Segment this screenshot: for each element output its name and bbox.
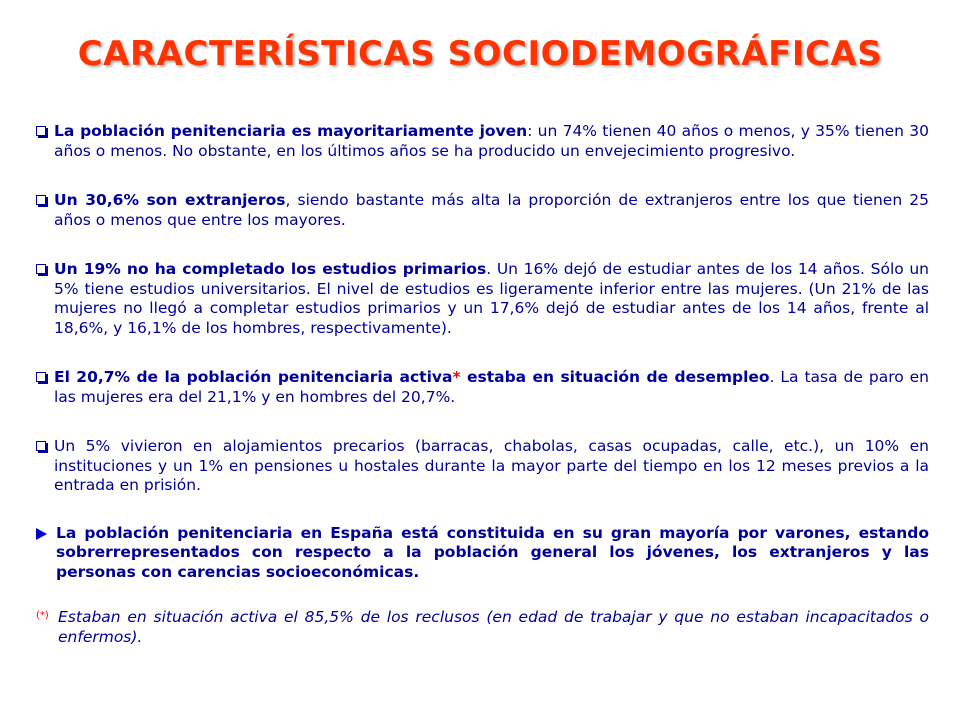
arrow-bullet-icon (36, 528, 47, 540)
conclusion (36, 524, 929, 583)
item-unemployment (36, 368, 929, 407)
item-age-bold: La población penitenciaria es mayoritariamente joven (54, 122, 528, 140)
item-age (36, 122, 929, 161)
item-housing (36, 437, 929, 496)
asterisk-mark: * (452, 368, 461, 386)
item-education-bold: Un 19% no ha completado los estudios primarios (54, 260, 487, 278)
checkbox-bullet-icon (36, 126, 46, 136)
checkbox-bullet-icon (36, 264, 46, 274)
conclusion-text: La población penitenciaria en España está constituida en su gran mayoría por varones, estando sobrerrepresentados con respecto a la población general los jóvenes, los extranjeros y las personas con carencias socioeconómicas. (56, 523, 929, 581)
footnote-text: Estaban en situación activa el 85,5% de los reclusos (en edad de trabajar y que no estaban incapacitados o enfermos). (58, 608, 929, 646)
item-foreigners-text: , siendo bastante más alta la proporción de extranjeros entre los que tienen 25 años o menos que entre los mayores. (54, 191, 929, 229)
item-education (36, 260, 929, 338)
checkbox-bullet-icon (36, 441, 46, 451)
footnote-mark: (*) (36, 610, 49, 621)
item-foreigners (36, 191, 929, 230)
checkbox-bullet-icon (36, 195, 46, 205)
title-part2: SOCIODEMOGRÁFICAS (447, 34, 883, 74)
checkbox-bullet-icon (36, 372, 46, 382)
item-unemployment-bold-b: estaba en situación de desempleo (460, 368, 770, 386)
item-unemployment-text: . La tasa de paro en las mujeres era del 21,1% y en hombres del 20,7%. (54, 368, 929, 406)
item-unemployment-bold-a: El 20,7% de la población penitenciaria activa (54, 368, 453, 386)
title-part1: CARACTERÍSTICAS (77, 34, 448, 74)
footnote (36, 608, 929, 647)
content-area (36, 122, 929, 647)
page-title (0, 34, 960, 74)
item-age-text: : un 74% tienen 40 años o menos, y 35% tienen 30 años o menos. No obstante, en los últimos años se ha producido un envejecimiento progresivo. (54, 122, 929, 160)
item-housing-text: Un 5% vivieron en alojamientos precarios (barracas, chabolas, casas ocupadas, calle, etc.), un 10% en instituciones y un 1% en pensiones u hostales durante la mayor parte del tiempo en los 12 meses previos a la entrada en prisión. (54, 437, 929, 494)
item-education-text: . Un 16% dejó de estudiar antes de los 14 años. Sólo un 5% tiene estudios universitarios. El nivel de estudios es ligeramente inferior entre las mujeres. (Un 21% de las mujeres no llegó a completar estudios primarios y un 17,6% dejó de estudiar antes de los 14 años, frente al 18,6%, y 16,1% de los hombres, respectivamente). (54, 260, 930, 337)
item-foreigners-bold: Un 30,6% son extranjeros (54, 191, 286, 209)
